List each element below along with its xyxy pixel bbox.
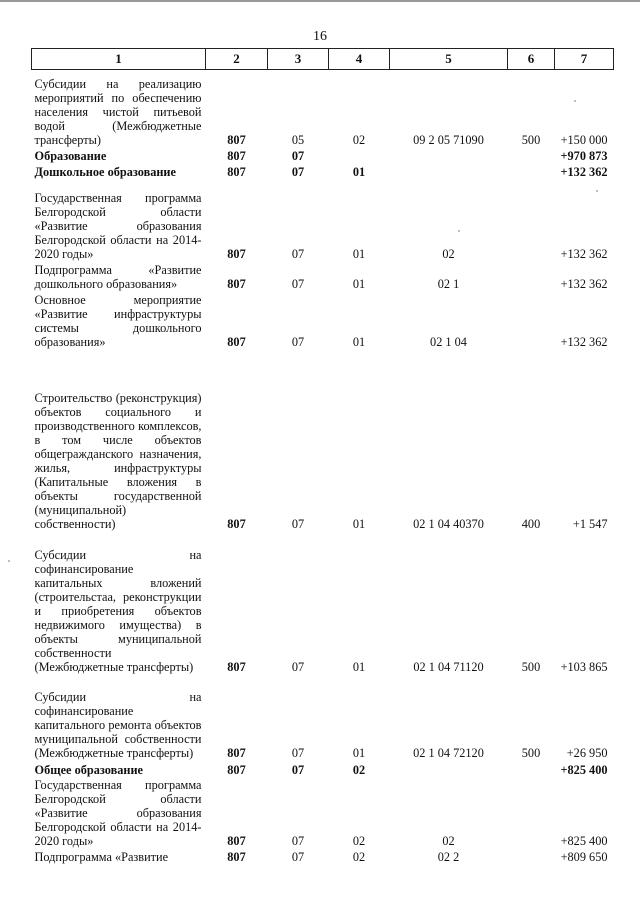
row-amount: +103 865 (560, 659, 608, 674)
row-code-4: 02 (352, 132, 366, 147)
table-row (32, 350, 614, 532)
row-code-3: 07 (291, 659, 305, 674)
row-amount: +132 362 (560, 164, 608, 179)
table-row (32, 180, 614, 262)
row-amount: +150 000 (560, 132, 608, 147)
row-code-6: 500 (521, 745, 541, 760)
table-row (32, 675, 614, 761)
row-code-5: 02 1 (437, 276, 460, 291)
row-code-2: 807 (227, 762, 246, 777)
row-code-2: 807 (227, 164, 246, 179)
row-code-6 (508, 849, 555, 865)
scan-speck (8, 560, 10, 562)
row-amount: +970 873 (560, 148, 608, 163)
table-row (32, 778, 614, 849)
row-code-3: 07 (291, 148, 305, 163)
table-row (32, 532, 614, 675)
row-code-6 (508, 262, 555, 292)
budget-table (31, 48, 614, 865)
row-code-6 (508, 164, 555, 180)
row-code-4: 01 (352, 276, 366, 291)
row-amount: +132 362 (560, 334, 608, 349)
row-code-2: 807 (227, 132, 246, 147)
row-code-5: 02 1 04 (430, 334, 467, 349)
row-code-4 (329, 148, 390, 164)
row-code-3: 07 (291, 246, 305, 261)
row-code-2: 807 (227, 833, 246, 848)
row-code-6: 500 (521, 132, 541, 147)
row-code-5: 02 1 04 71120 (413, 659, 484, 674)
row-code-5: 02 1 04 40370 (413, 516, 484, 531)
row-code-4: 01 (352, 246, 366, 261)
row-code-4: 01 (352, 334, 366, 349)
row-code-4: 01 (352, 164, 366, 179)
row-code-6 (508, 292, 555, 350)
row-code-3: 07 (291, 334, 305, 349)
row-description: Основное мероприятие «Развитие инфраструктуры системы дошкольного образования» (34, 292, 202, 349)
row-description: Строительство (реконструкция) объектов социального и производственного комплексов, в том числе объектов общегражданского назначения, жилья, инфраструктуры (Капитальные вложения в объекты государственной (муниципальной) собственности) (34, 390, 202, 531)
row-code-3: 07 (291, 833, 305, 848)
scan-speck (574, 100, 576, 102)
row-code-3: 07 (291, 762, 305, 777)
row-code-5: 02 2 (437, 849, 460, 864)
table-row (32, 70, 614, 148)
row-code-4: 02 (352, 762, 366, 777)
row-code-2: 807 (227, 849, 246, 864)
row-code-2: 807 (227, 148, 246, 163)
row-code-3: 07 (291, 164, 305, 179)
column-header-1: 1 (32, 49, 206, 70)
row-code-2: 807 (227, 745, 246, 760)
row-amount: +1 547 (572, 516, 608, 531)
table-row (32, 164, 614, 180)
column-header-6: 6 (508, 49, 555, 70)
column-header-3: 3 (268, 49, 329, 70)
row-code-3: 07 (291, 276, 305, 291)
row-code-4: 02 (352, 833, 366, 848)
row-code-5 (390, 148, 508, 164)
row-code-2: 807 (227, 659, 246, 674)
column-header-5: 5 (390, 49, 508, 70)
row-code-3: 05 (291, 132, 305, 147)
row-amount: +132 362 (560, 246, 608, 261)
row-description: Образование (34, 148, 107, 163)
table-row (32, 292, 614, 350)
row-description: Дошкольное образование (34, 164, 176, 179)
row-amount: +809 650 (560, 849, 608, 864)
row-amount: +825 400 (560, 762, 608, 777)
row-code-3: 07 (291, 849, 305, 864)
row-amount: +825 400 (560, 833, 608, 848)
row-code-4: 02 (352, 849, 366, 864)
scan-speck (458, 230, 460, 232)
row-description: Субсидии на реализацию мероприятий по обеспечению населения чистой питьевой водой (Межбюджетные трансферты) (34, 76, 202, 147)
row-amount: +132 362 (560, 276, 608, 291)
row-code-5: 02 (442, 246, 455, 261)
table-row (32, 849, 614, 865)
row-code-6 (508, 148, 555, 164)
row-code-4: 01 (352, 659, 366, 674)
column-header-7: 7 (555, 49, 614, 70)
row-code-5: 09 2 05 71090 (413, 132, 484, 147)
row-description: Подпрограмма «Развитие (34, 849, 169, 864)
table-row (32, 148, 614, 164)
row-description: Государственная программа Белгородской области «Развитие образования Белгородской области на 2014-2020 годы» (34, 777, 202, 848)
column-header-2: 2 (206, 49, 268, 70)
table-row (32, 761, 614, 778)
row-code-3: 07 (291, 516, 305, 531)
row-code-2: 807 (227, 246, 246, 261)
row-code-2: 807 (227, 276, 246, 291)
row-code-6: 400 (521, 516, 541, 531)
table-header-row (32, 49, 614, 70)
table-row (32, 262, 614, 292)
row-description: Общее образование (34, 762, 143, 777)
row-code-4: 01 (352, 516, 366, 531)
row-code-5: 02 (442, 833, 455, 848)
row-description: Государственная программа Белгородской области «Развитие образования Белгородской области на 2014-2020 годы» (34, 190, 202, 261)
row-description: Подпрограмма «Развитие дошкольного образования» (34, 262, 202, 291)
row-code-6 (508, 761, 555, 778)
row-code-5 (390, 164, 508, 180)
row-code-6 (508, 778, 555, 849)
top-border-line (0, 0, 640, 2)
row-code-5 (390, 761, 508, 778)
row-code-6 (508, 180, 555, 262)
row-code-5: 02 1 04 72120 (413, 745, 484, 760)
row-code-6: 500 (521, 659, 541, 674)
column-header-4: 4 (329, 49, 390, 70)
row-code-2: 807 (227, 334, 246, 349)
row-code-4: 01 (352, 745, 366, 760)
page-number: 16 (313, 29, 327, 44)
row-description: Субсидии на софинансирование капитальных вложений (строительстаа, реконструкции и приобретения объектов недвижимого имущества) в объекты муниципальной собственности (Межбюджетные трансферты) (34, 547, 202, 674)
row-code-3: 07 (291, 745, 305, 760)
row-description: Субсидии на софинансирование капитального ремонта объектов муниципальной собственности (Межбюджетные трансферты) (34, 689, 202, 760)
row-code-2: 807 (227, 516, 246, 531)
scan-speck (596, 190, 598, 192)
row-amount: +26 950 (566, 745, 608, 760)
